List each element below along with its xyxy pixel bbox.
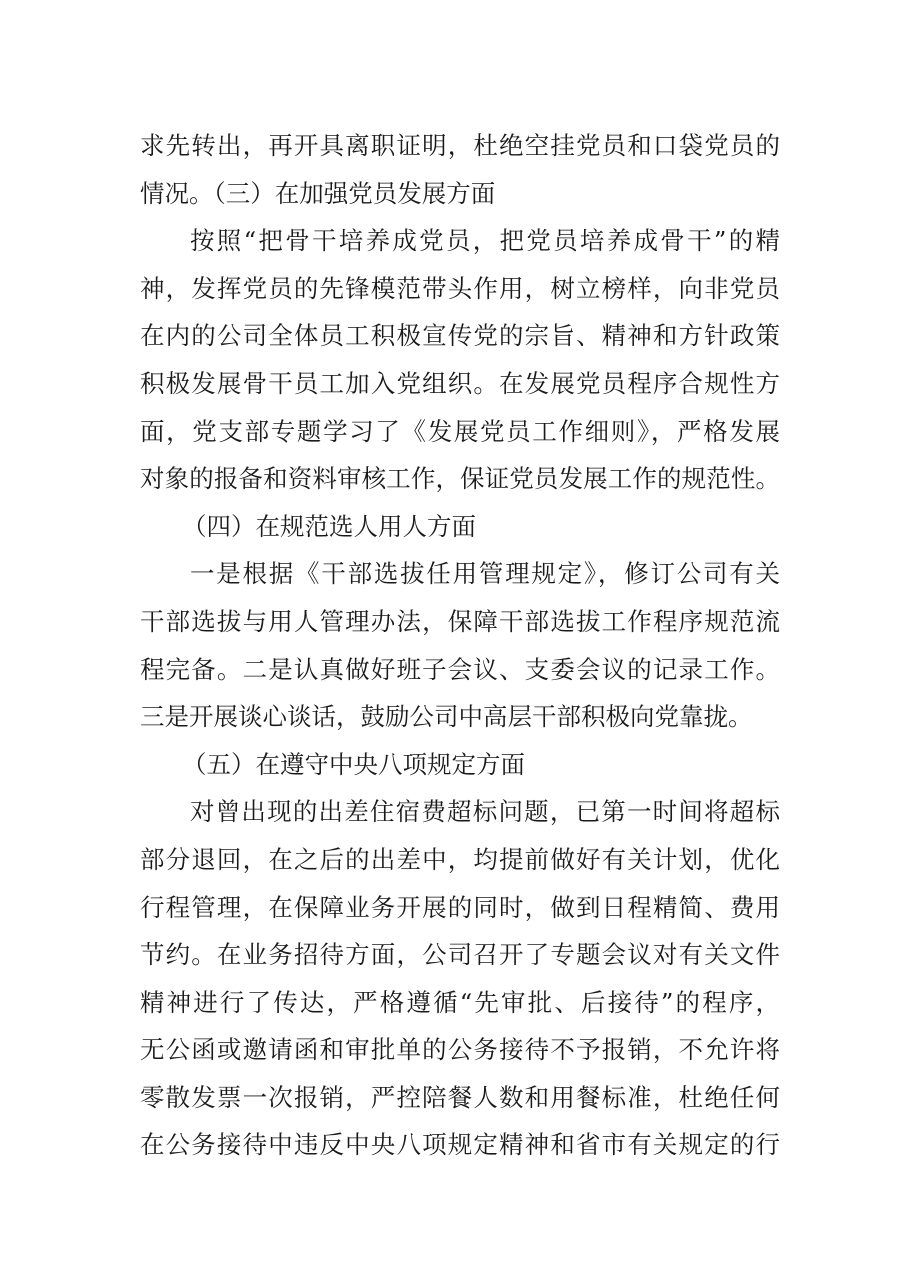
paragraph-line: 在公务接待中违反中央八项规定精神和省市有关规定的行 <box>140 1130 780 1160</box>
paragraph-line: 干部选拔与用人管理办法，保障干部选拔工作程序规范流 <box>140 606 780 636</box>
document-body <box>140 122 780 1169</box>
paragraph-line: 一是根据《干部选拔任用管理规定》，修订公司有关 <box>190 559 780 589</box>
paragraph-line: 部分退回，在之后的出差中，均提前做好有关计划，优化 <box>140 844 780 874</box>
paragraph-line: 神，发挥党员的先锋模范带头作用，树立榜样，向非党员 <box>140 273 780 303</box>
paragraph-line: 按照“把骨干培养成党员，把党员培养成骨干”的精 <box>190 226 780 256</box>
paragraph-line: 三是开展谈心谈话，鼓励公司中高层干部积极向党靠拢。 <box>140 702 753 732</box>
paragraph-line: 行程管理，在保障业务开展的同时，做到日程精简、费用 <box>140 892 780 922</box>
paragraph-line: 无公函或邀请函和审批单的公务接待不予报销，不允许将 <box>140 1035 780 1065</box>
paragraph-line: 对象的报备和资料审核工作，保证党员发展工作的规范性。 <box>140 464 780 494</box>
paragraph-line: 求先转出，再开具离职证明，杜绝空挂党员和口袋党员的 <box>140 131 780 160</box>
paragraph-line: 零散发票一次报销，严控陪餐人数和用餐标准，杜绝任何 <box>140 1082 780 1112</box>
paragraph-line: 在内的公司全体员工积极宣传党的宗旨、精神和方针政策 <box>140 321 780 351</box>
paragraph-line: 情况。（三）在加强党员发展方面 <box>140 178 496 208</box>
paragraph-line: 程完备。二是认真做好班子会议、支委会议的记录工作。 <box>140 654 780 684</box>
section-heading: （五）在遵守中央八项规定方面 <box>182 749 525 779</box>
paragraph-line: 精神进行了传达，严格遵循“先审批、后接待”的程序， <box>140 987 780 1017</box>
section-heading: （四）在规范选人用人方面 <box>182 511 476 541</box>
paragraph-line: 节约。在业务招待方面，公司召开了专题会议对有关文件 <box>140 940 780 970</box>
paragraph-line: 面，党支部专题学习了《发展党员工作细则》，严格发展 <box>140 416 780 446</box>
paragraph-line: 对曾出现的出差住宿费超标问题，已第一时间将超标 <box>190 797 780 827</box>
paragraph-line: 积极发展骨干员工加入党组织。在发展党员程序合规性方 <box>140 368 780 398</box>
